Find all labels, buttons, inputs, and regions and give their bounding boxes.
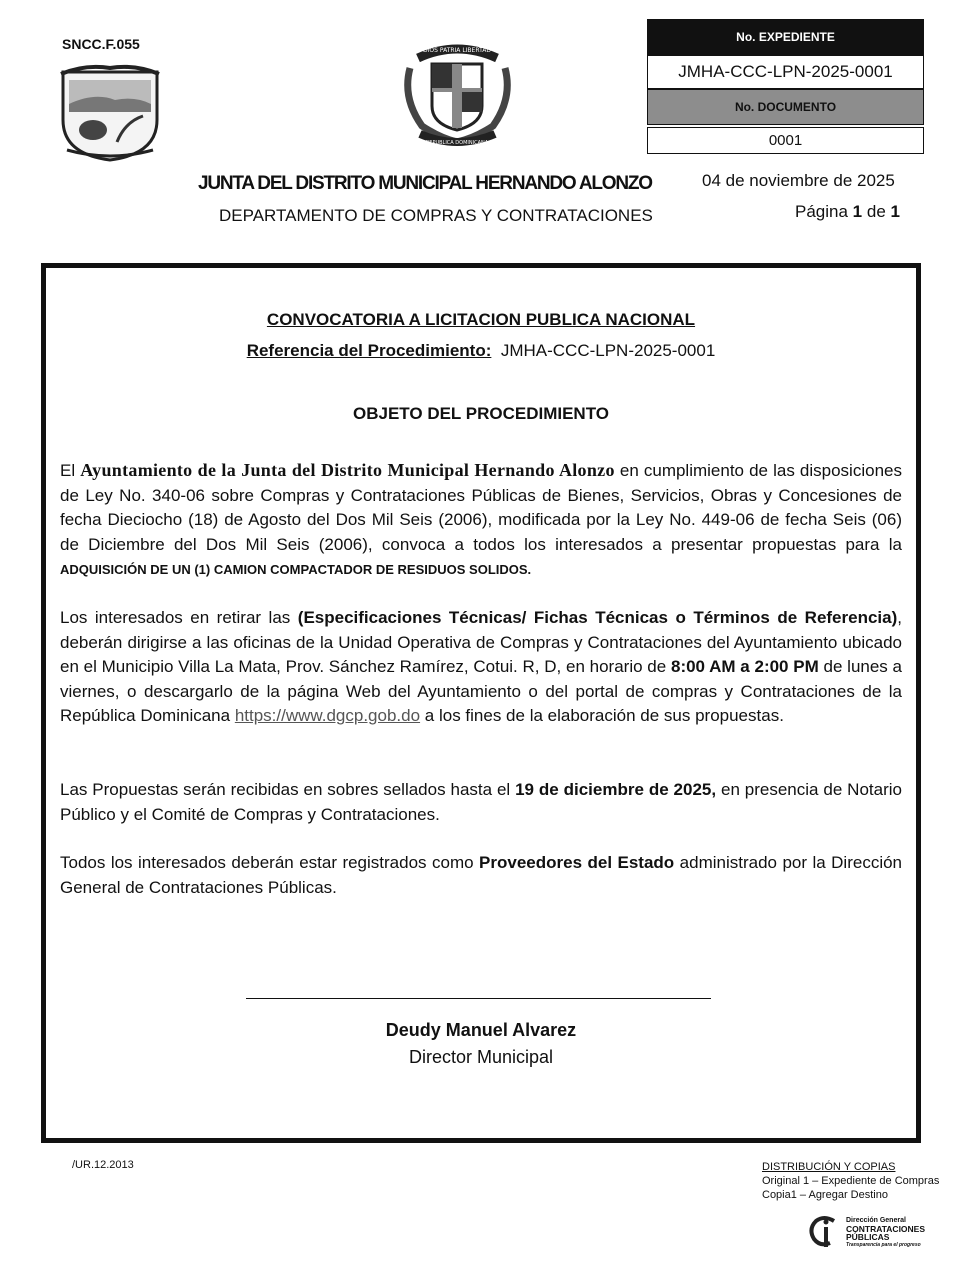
p3-date: 19 de diciembre de 2025,	[515, 780, 717, 799]
distribution-box	[762, 1160, 939, 1202]
p2-text-d: a los fines de la elaboración de sus propuestas.	[424, 706, 784, 725]
p2-text-b: , deberán dirigirse a las oficinas de la Unidad Operativa de Compras y Contrataciones del Ayuntamiento ubicado en el Municipio Villa La Mata, Prov. Sánchez Ramírez, Cotui. R, D, en horario de	[60, 608, 902, 676]
coat-ribbon-bottom: REPUBLICA DOMINICANA	[425, 140, 489, 146]
p2-text-c: de lunes a viernes, o descargarlo de la página Web del Ayuntamiento o del portal de compras y Contrataciones de la República Dominicana	[60, 657, 902, 725]
dgcp-logo	[806, 1213, 926, 1251]
object-title: OBJETO DEL PROCEDIMIENTO	[353, 404, 609, 423]
paragraph-deadline	[60, 778, 902, 827]
p1-text-a: El	[60, 461, 76, 480]
p3-text-a: Las Propuestas serán recibidas en sobres sellados hasta el	[60, 780, 511, 799]
p4-bold: Proveedores del Estado	[479, 853, 675, 872]
expediente-label: No. EXPEDIENTE	[647, 19, 924, 55]
p1-entity: Ayuntamiento de la Junta del Distrito Municipal Hernando Alonzo	[80, 460, 615, 480]
dgcp-logo-line1: Dirección General	[846, 1217, 906, 1224]
dgcp-link[interactable]: https://www.dgcp.gob.do	[234, 706, 421, 725]
dgcp-logo-line4: Transparencia para el progreso	[846, 1242, 921, 1248]
page-label: Página	[795, 202, 848, 221]
page-current: 1	[852, 202, 863, 221]
signer-name: Deudy Manuel Alvarez	[385, 1020, 577, 1040]
coat-of-arms	[400, 38, 515, 150]
reference-value: JMHA-CCC-LPN-2025-0001	[500, 341, 716, 360]
paragraph-registration	[60, 851, 902, 900]
entity-name: JUNTA DEL DISTRITO MUNICIPAL HERNANDO ALONZO	[198, 173, 652, 194]
distribution-line-1: Original 1 – Expediente de Compras	[762, 1175, 940, 1187]
page-of: de	[866, 202, 886, 221]
municipal-logo	[55, 62, 165, 162]
footer-code: /UR.12.2013	[72, 1159, 134, 1171]
coat-ribbon-top: DIOS PATRIA LIBERTAD	[423, 47, 491, 54]
p2-hours: 8:00 AM a 2:00 PM	[670, 657, 819, 676]
p4-text-b: administrado por la Dirección General de Contrataciones Públicas.	[60, 853, 903, 897]
dgcp-emblem-icon	[806, 1213, 844, 1251]
p4-text-a: Todos los interesados deberán estar registrados como	[60, 853, 474, 872]
p1-text-b: en cumplimiento de las disposiciones de Ley No. 340-06 sobre Compras y Contrataciones Públicas de Bienes, Servicios, Obras y Concesiones de fecha Dieciocho (18) de Agosto del Dos Mil Seis (2006), modificada por la Ley No. 449-06 de fecha Seis (06) de Diciembre del Dos Mil Seis (2006), convoca a todos los interesados a presentar propuestas para la	[60, 461, 902, 554]
announcement-title: CONVOCATORIA A LICITACION PUBLICA NACIONAL	[266, 310, 696, 329]
paragraph-intro	[60, 458, 902, 583]
form-code: SNCC.F.055	[62, 36, 140, 52]
document-date: 04 de noviembre de 2025	[702, 171, 895, 190]
page-indicator	[795, 202, 900, 222]
p3-text-b: en presencia de Notario Público y el Comité de Compras y Contrataciones.	[60, 780, 902, 824]
p2-text-a: Los interesados en retirar las	[60, 608, 291, 627]
reference-label: Referencia del Procedimiento:	[246, 341, 492, 360]
dgcp-logo-line3: PÚBLICAS	[846, 1232, 890, 1242]
page-total: 1	[890, 202, 900, 221]
distribution-line-2: Copia1 – Agregar Destino	[762, 1189, 888, 1201]
dgcp-logo-line2: CONTRATACIONES	[846, 1224, 926, 1234]
p1-item: ADQUISICIÓN DE UN (1) CAMION COMPACTADOR DE RESIDUOS SOLIDOS.	[60, 562, 532, 577]
announcement-frame	[41, 263, 921, 1143]
documento-label: No. DOCUMENTO	[647, 89, 924, 125]
distribution-title: DISTRIBUCIÓN Y COPIAS	[762, 1161, 896, 1173]
expediente-box	[647, 19, 924, 154]
reference-line	[46, 341, 916, 361]
department-name: DEPARTAMENTO DE COMPRAS Y CONTRATACIONES	[219, 206, 653, 225]
expediente-value: JMHA-CCC-LPN-2025-0001	[647, 55, 924, 89]
documento-value: 0001	[647, 127, 924, 154]
signature-line	[246, 998, 711, 999]
p2-bold: (Especificaciones Técnicas/ Fichas Técnicas o Términos de Referencia)	[297, 608, 898, 627]
signer-title: Director Municipal	[408, 1047, 554, 1067]
paragraph-specifications	[60, 606, 902, 729]
